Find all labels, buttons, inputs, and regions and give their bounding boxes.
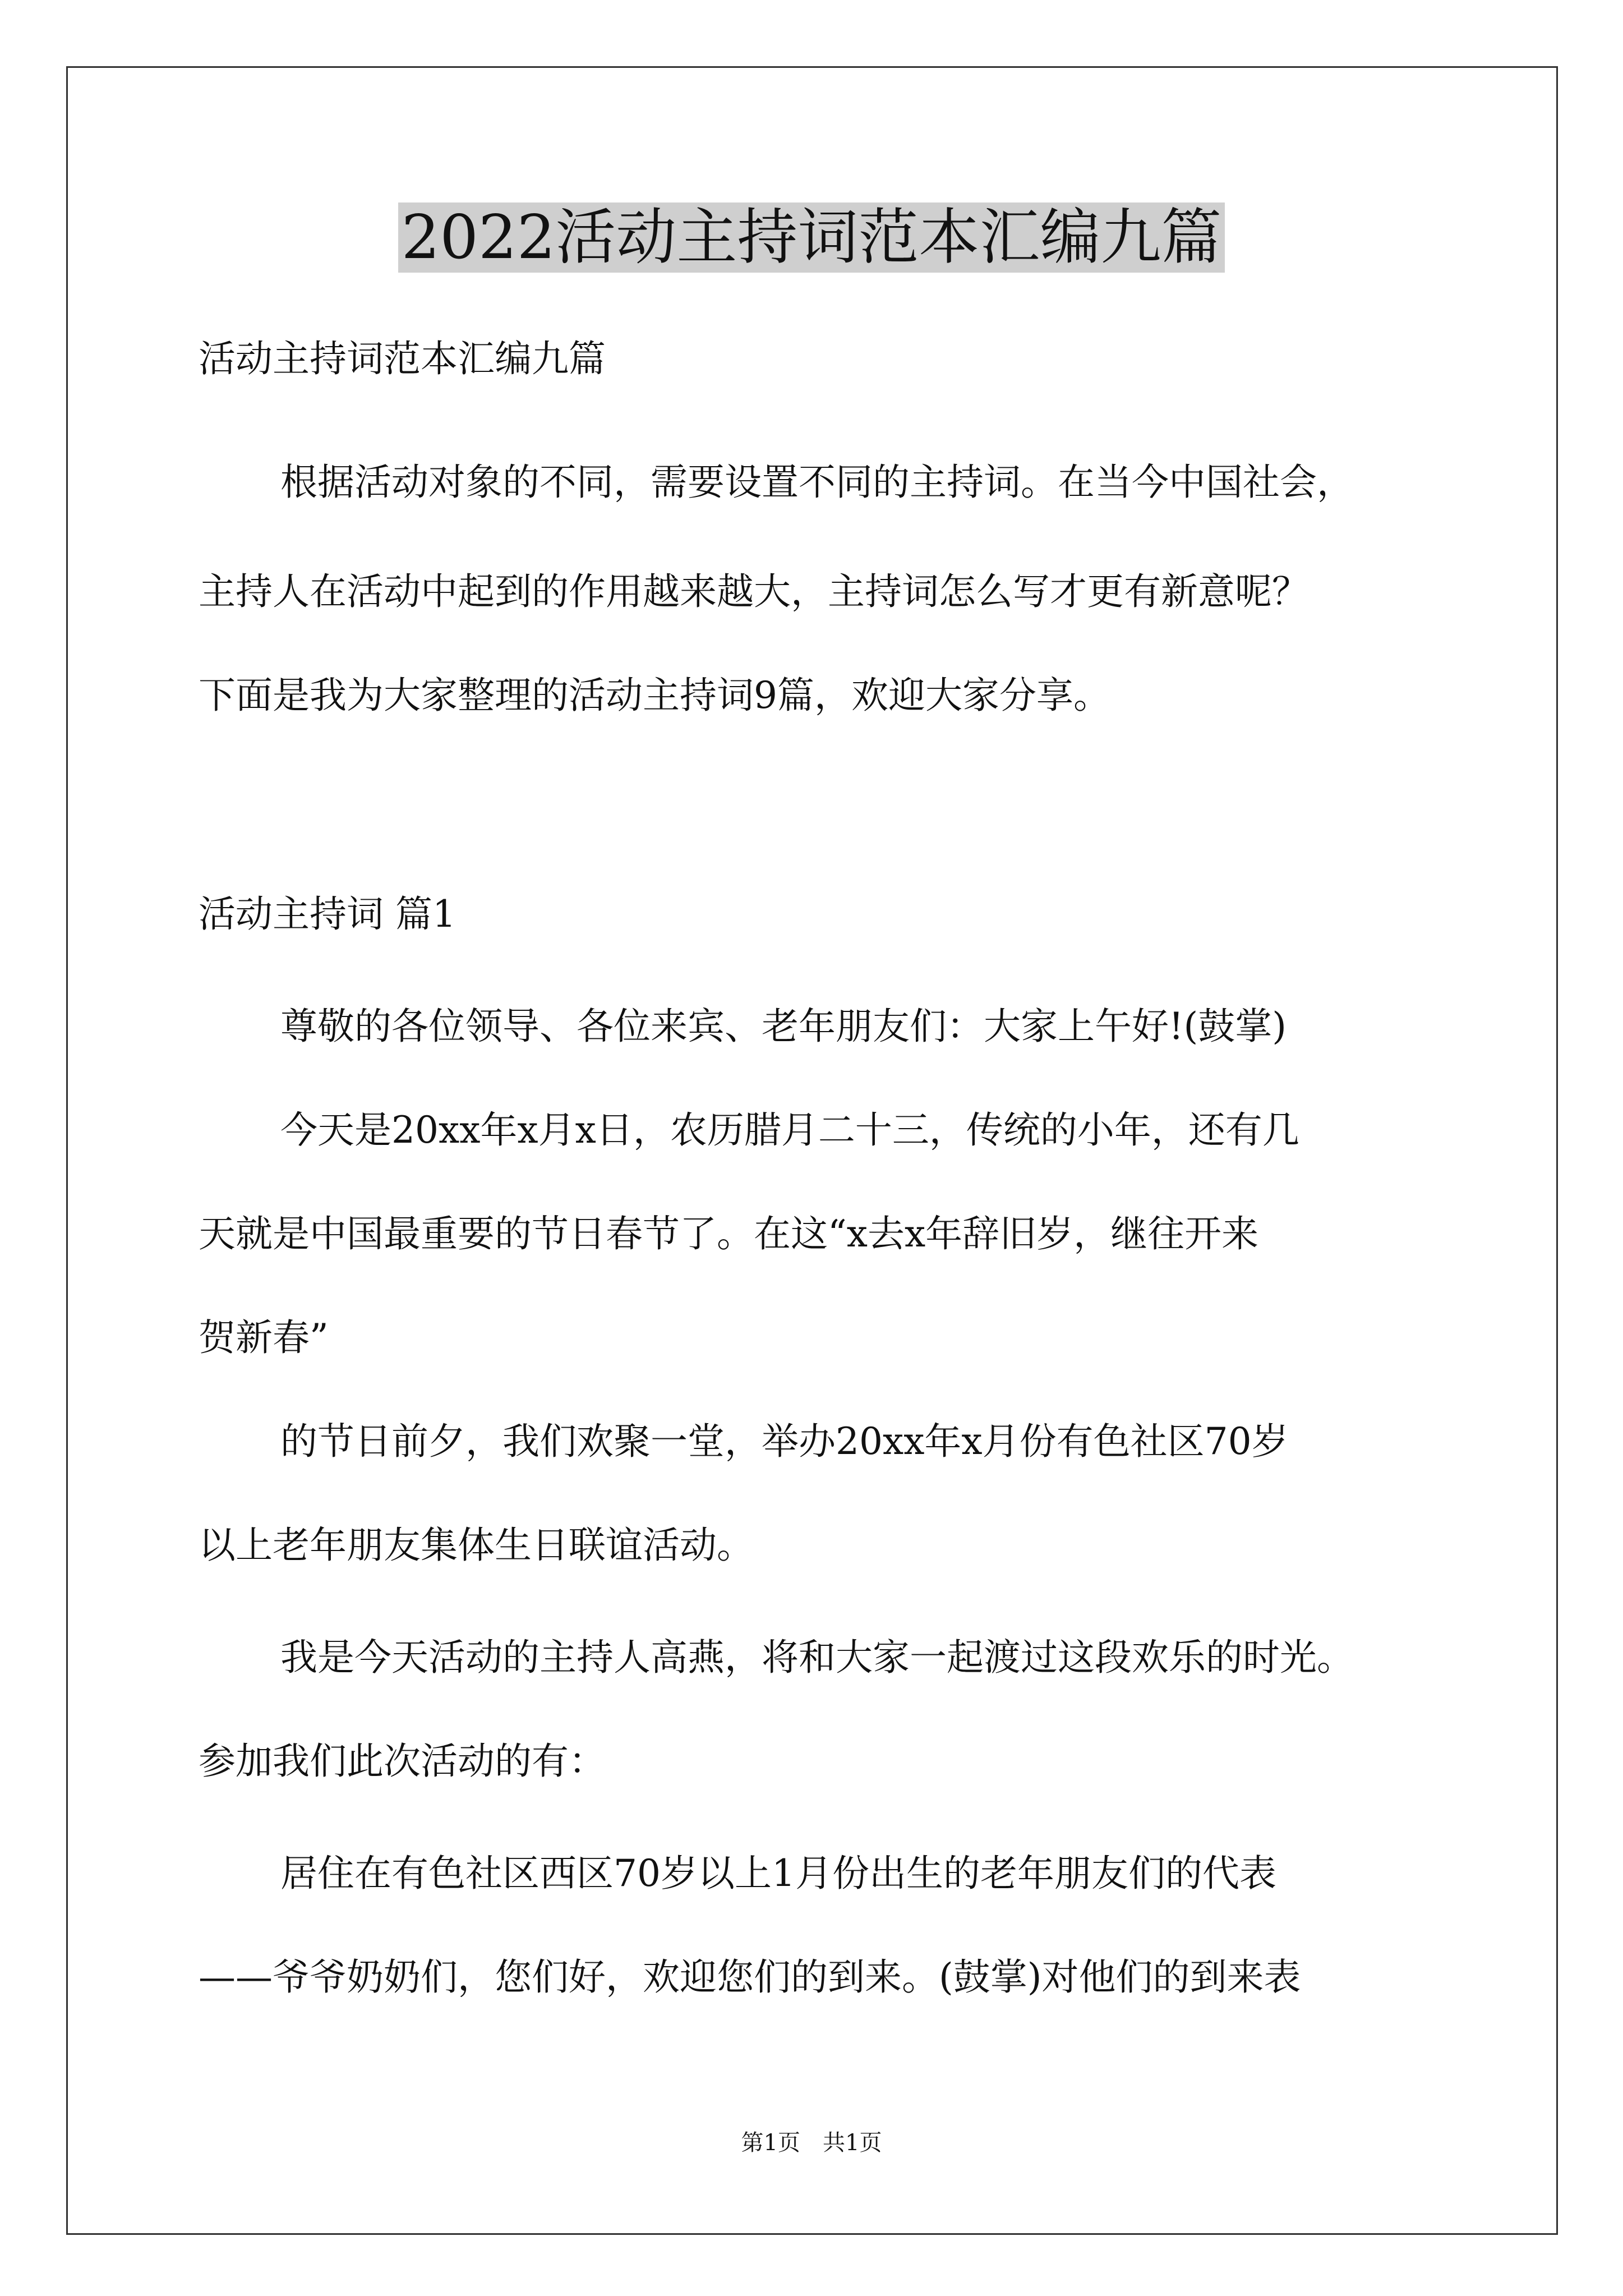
paragraph-line: 下面是我为大家整理的活动主持词9篇，欢迎大家分享。 (199, 674, 1110, 717)
paragraph-line: ——爷爷奶奶们，您们好，欢迎您们的到来。(鼓掌)对他们的到来表 (199, 1955, 1301, 1999)
paragraph-line: 我是今天活动的主持人高燕，将和大家一起渡过这段欢乐的时光。 (280, 1636, 1354, 1679)
paragraph-line: 根据活动对象的不同，需要设置不同的主持词。在当今中国社会， (280, 461, 1354, 504)
paragraph-line: 以上老年朋友集体生日联谊活动。 (199, 1524, 754, 1567)
paragraph-line: 参加我们此次活动的有： (199, 1740, 606, 1783)
document-title-text: 2022活动主持词范本汇编九篇 (398, 203, 1225, 273)
section-heading: 活动主持词 篇1 (199, 892, 456, 936)
paragraph-line: 尊敬的各位领导、各位来宾、老年朋友们：大家上午好!(鼓掌) (280, 1005, 1287, 1048)
paragraph-line: 天就是中国最重要的节日春节了。在这“x去x年辞旧岁，继往开来 (199, 1212, 1259, 1255)
paragraph-line: 贺新春” (199, 1316, 329, 1359)
document-title (0, 193, 1623, 283)
paragraph-line: 居住在有色社区西区70岁以上1月份出生的老年朋友们的代表 (280, 1852, 1276, 1895)
paragraph-line: 的节日前夕，我们欢聚一堂，举办20xx年x月份有色社区70岁 (280, 1420, 1289, 1463)
paragraph-line: 今天是20xx年x月x日，农历腊月二十三，传统的小年，还有几 (280, 1108, 1299, 1152)
paragraph-line: 主持人在活动中起到的作用越来越大，主持词怎么写才更有新意呢？ (199, 570, 1309, 613)
subtitle-line: 活动主持词范本汇编九篇 (199, 337, 606, 380)
page-number-footer: 第1页 共1页 (741, 2130, 882, 2156)
